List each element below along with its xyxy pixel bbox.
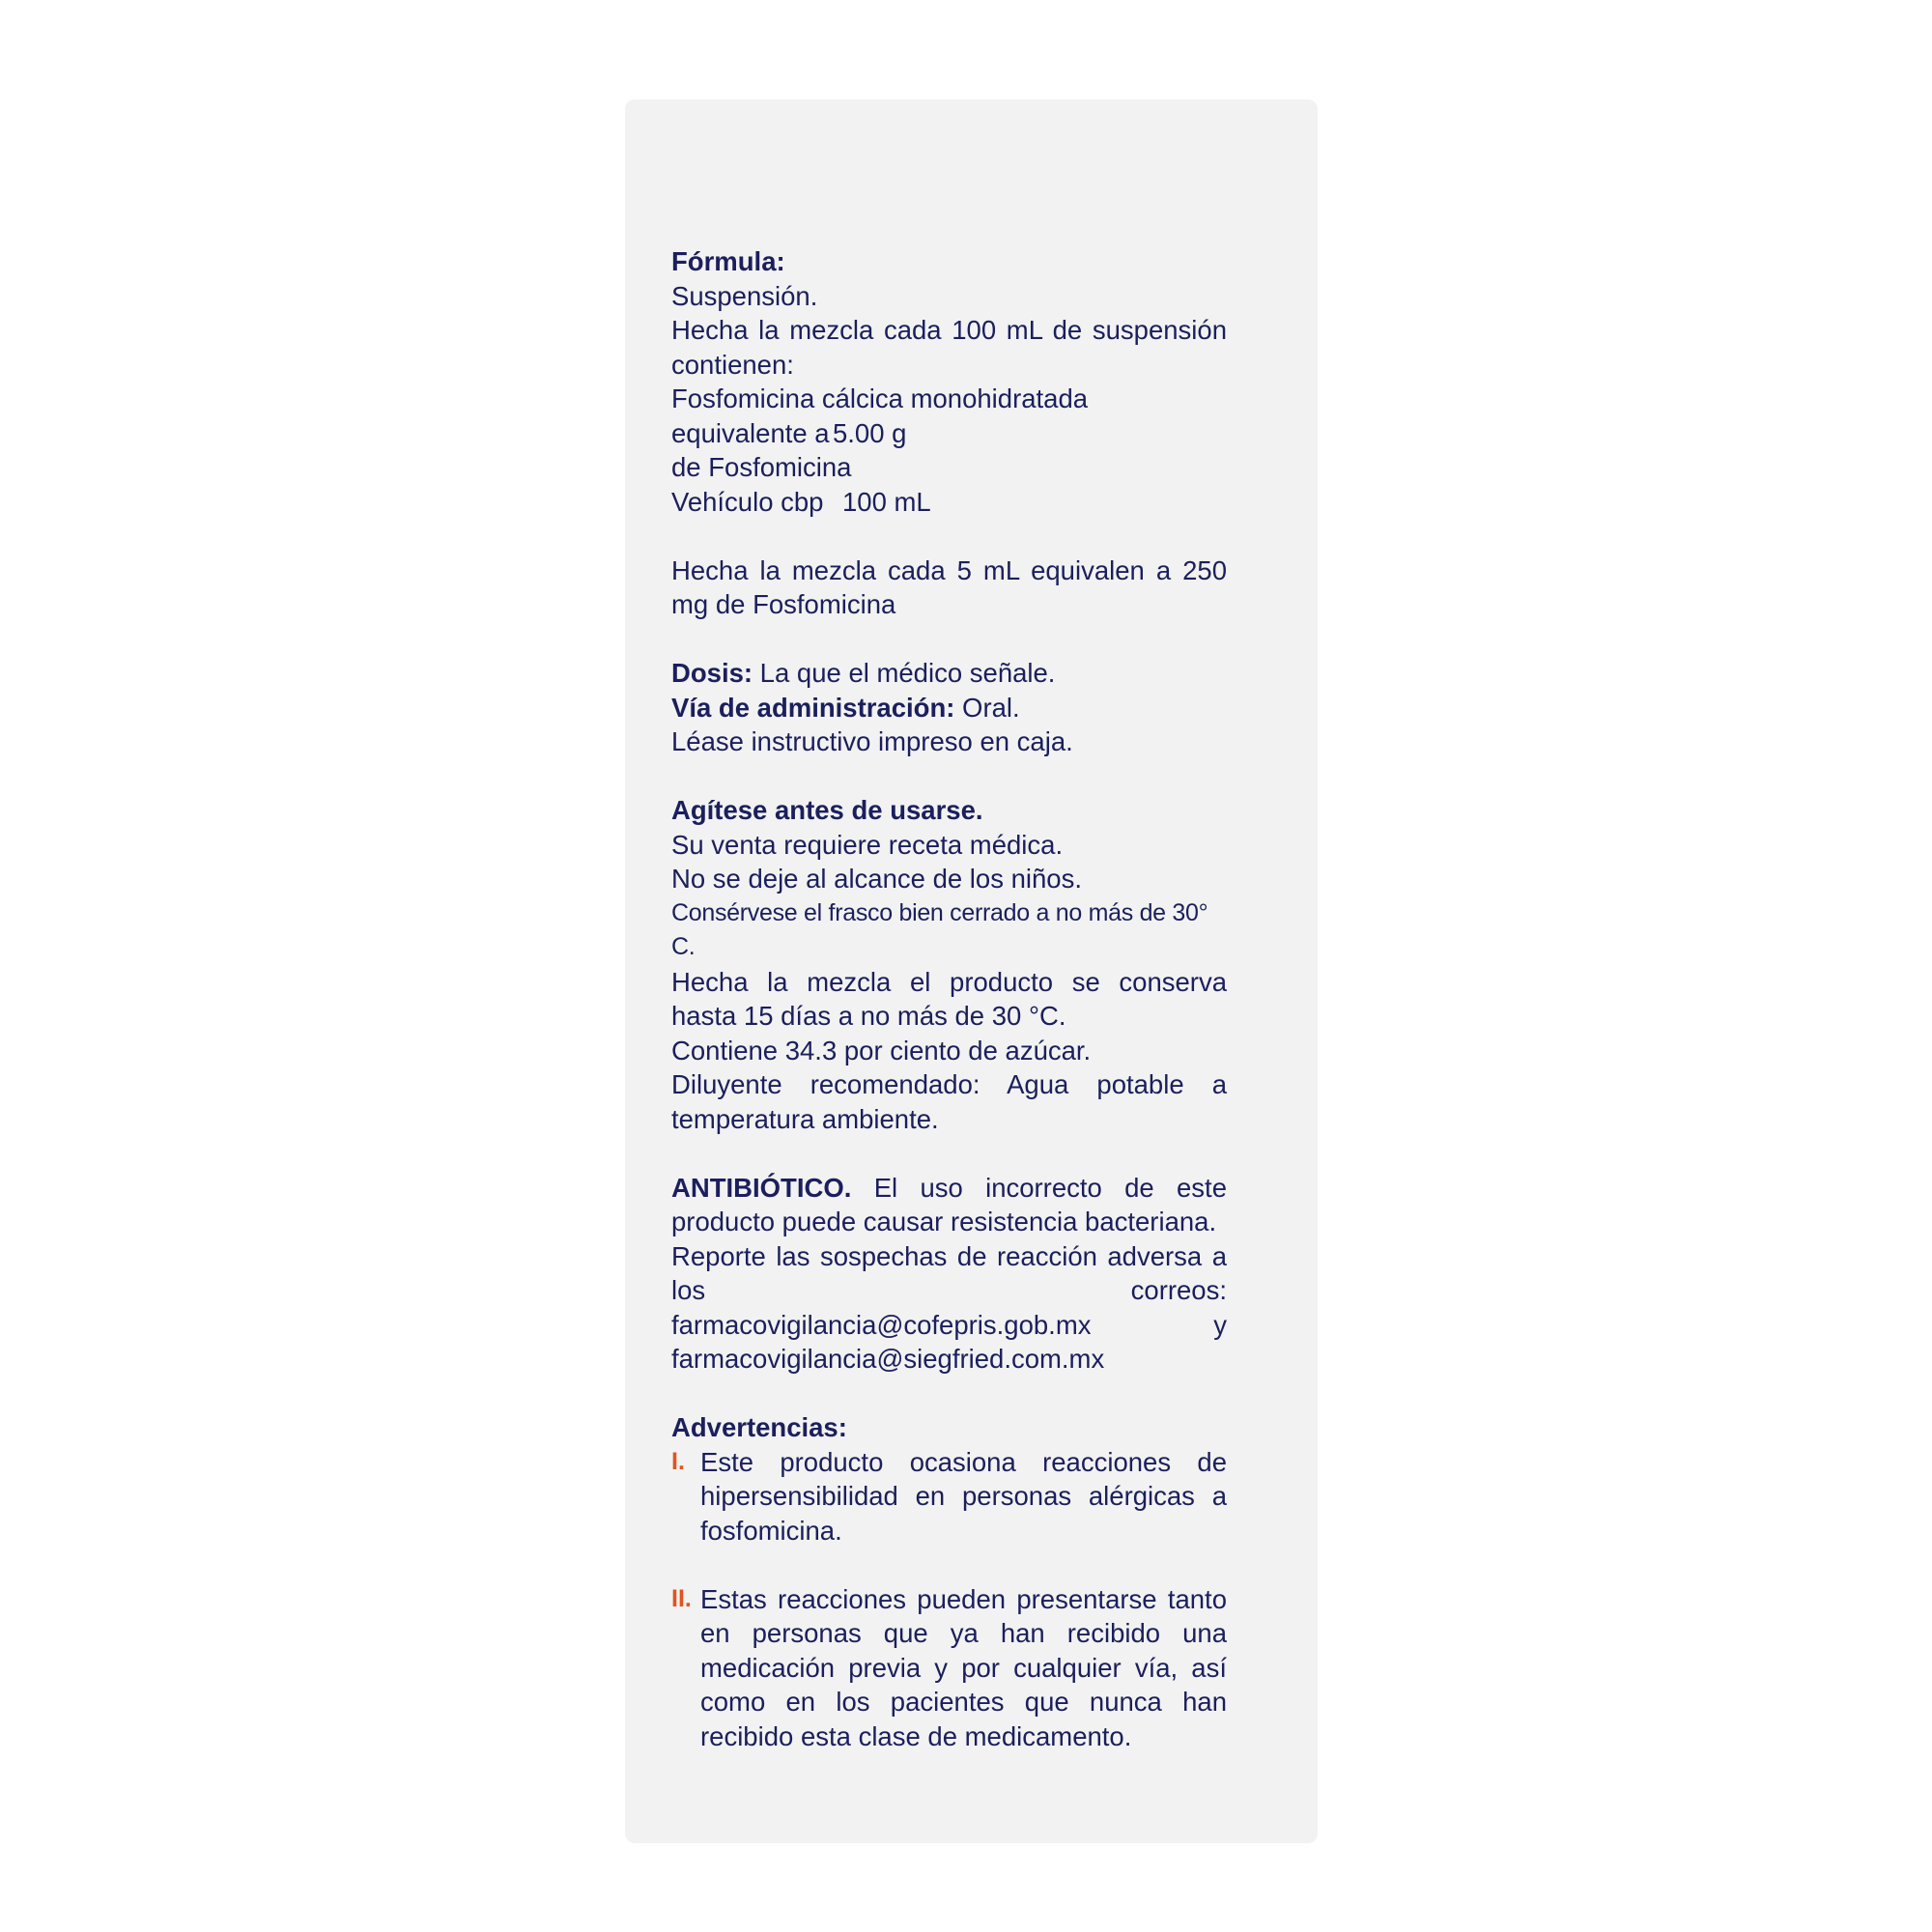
formula-row-label: equivalente a bbox=[671, 417, 830, 448]
formula-line: de Fosfomicina bbox=[671, 452, 852, 482]
formula-row-value: 100 mL bbox=[842, 486, 931, 517]
after-mix-line: Hecha la mezcla el producto se conserva hasta 15 días a no más de 30 °C. bbox=[671, 966, 1227, 1031]
formula-line: Suspensión. bbox=[671, 280, 818, 311]
formula-row bbox=[671, 485, 1227, 520]
warning-item bbox=[671, 1582, 1227, 1754]
conserve-line: Consérvese el frasco bien cerrado a no más de 30° C. bbox=[671, 898, 1208, 960]
diluent-line: Diluyente recomendado: Agua potable a temperatura ambiente. bbox=[671, 1069, 1227, 1134]
warning-number: II. bbox=[671, 1584, 692, 1612]
formula-row-label: Vehículo cbp bbox=[671, 486, 824, 517]
equivalence-text: Hecha la mezcla cada 5 mL equivalen a 250 mg de Fosfomicina bbox=[671, 554, 1227, 619]
report-line: Reporte las sospechas de reacción adversa a los correos: farmacovigilancia@cofepris.gob.mx y farmacovigilancia@siegfried.com.mx bbox=[671, 1240, 1227, 1374]
children-line: No se deje al alcance de los niños. bbox=[671, 864, 1082, 894]
warning-text: Este producto ocasiona reacciones de hipersensibilidad en personas alérgicas a fosfomicina. bbox=[700, 1446, 1227, 1546]
warning-item bbox=[671, 1445, 1227, 1548]
formula-heading: Fórmula: bbox=[671, 246, 785, 276]
instructivo-line: Léase instructivo impreso en caja. bbox=[671, 726, 1073, 756]
formula-line: Fosfomicina cálcica monohidratada bbox=[671, 384, 1089, 413]
label-text bbox=[671, 244, 1227, 1753]
prescription-line: Su venta requiere receta médica. bbox=[671, 829, 1064, 860]
warning-text: Estas reacciones pueden presentarse tanto en personas que ya han recibido una medicación previa y por cualquier vía, así como en los pacientes que nunca han recibido esta clase de medicamento. bbox=[700, 1583, 1227, 1751]
label-panel bbox=[625, 99, 1318, 1843]
formula-row bbox=[671, 416, 1227, 451]
sugar-line: Contiene 34.3 por ciento de azúcar. bbox=[671, 1035, 1092, 1065]
formula-row-value: 5.00 g bbox=[833, 417, 907, 448]
formula-line: Hecha la mezcla cada 100 mL de suspensión contienen: bbox=[671, 315, 1227, 380]
dosis-line: Dosis: La que el médico señale. bbox=[671, 658, 1056, 688]
warnings-heading: Advertencias: bbox=[671, 1412, 847, 1442]
antibiotic-line: ANTIBIÓTICO. El uso incorrecto de este producto puede causar resistencia bacteriana. bbox=[671, 1172, 1227, 1236]
shake-heading: Agítese antes de usarse. bbox=[671, 795, 983, 825]
via-line: Vía de administración: Oral. bbox=[671, 692, 1020, 723]
warning-number: I. bbox=[671, 1447, 685, 1475]
